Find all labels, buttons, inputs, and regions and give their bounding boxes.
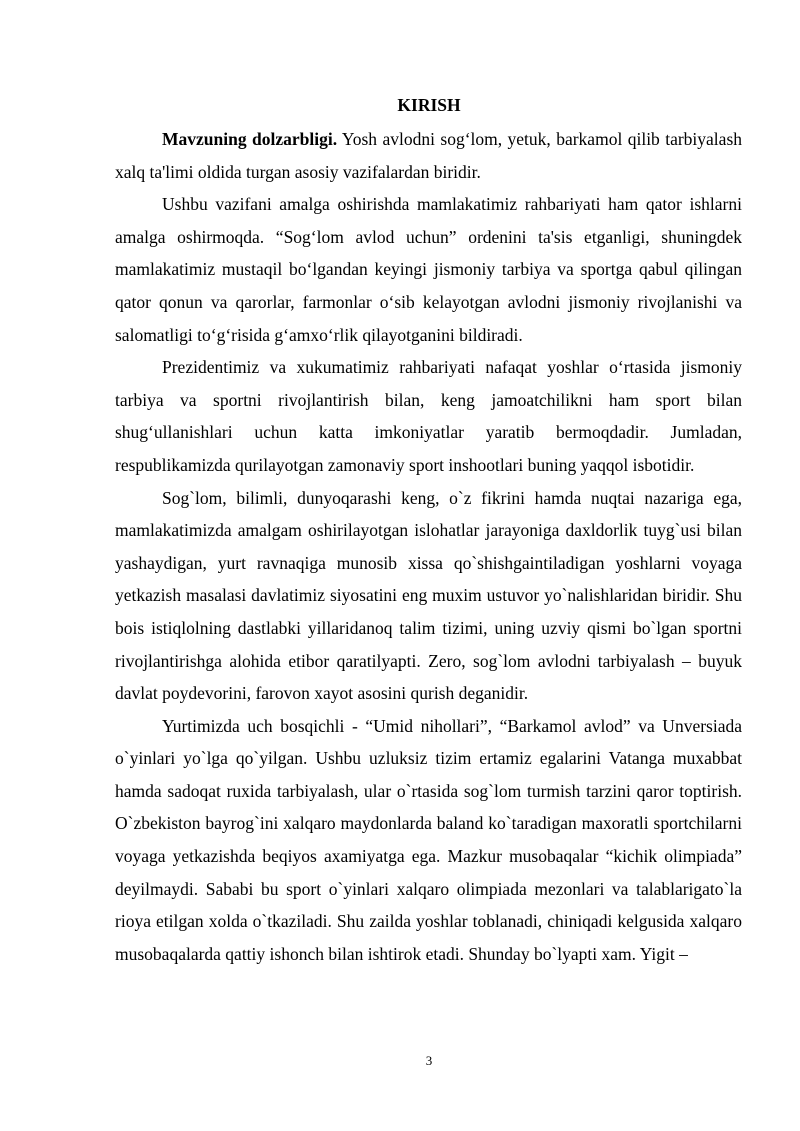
paragraph-relevance — [115, 123, 742, 188]
paragraph: Sog`lom, bilimli, dunyoqarashi keng, o`z fikrini hamda nuqtai nazariga ega, mamlakatimizda amalgam oshirilayotgan islohatlar jarayoniga daxldorlik tuyg`usi bilan yashaydigan, yurt ravnaqiga munosib xissa qo`shishgaintiladigan yoshlarni voyaga yetkazish masalasi davlatimiz siyosatini eng muxim ustuvor yo`nalishlaridan biridir. Shu bois istiqlolning dastlabki yillaridanoq talim tizimi, uning uzviy qismi bo`lgan sportni rivojlantirishga alohida etibor qaratilyapti. Zero, sog`lom avlodni tarbiyalash – buyuk davlat poydevorini, farovon xayot asosini qurish deganidir. — [115, 487, 742, 704]
paragraph: Prezidentimiz va xukumatimiz rahbariyati nafaqat yoshlar o‘rtasida jismoniy tarbiya va sportni rivojlantirish bilan, keng jamoatchilikni ham sport bilan shug‘ullanishlari uchun katta imkoniyatlar yaratib bermoqdadir. Jumladan, respublikamizda qurilayotgan zamonaviy sport inshootlari buning yaqqol isbotidir. — [115, 357, 742, 475]
page-number: 3 — [425, 1053, 433, 1068]
paragraph-text: Yosh avlodni sog‘lom, yetuk, barkamol qilib tarbiyalash xalq ta'limi oldida turgan asosiy vazifalardan biridir. — [115, 129, 742, 182]
page-title: KIRISH — [397, 95, 461, 115]
paragraph: Yurtimizda uch bosqichli - “Umid nihollari”, “Barkamol avlod” va Unversiada o`yinlari yo`lga qo`yilgan. Ushbu uzluksiz tizim ertamiz egalarini Vatanga muxabbat hamda sadoqat ruxida tarbiyalash, ular o`rtasida sog`lom turmish tarzini qaror toptirish. O`zbekiston bayrog`ini xalqaro maydonlarda baland ko`taradigan maxoratli sportchilarni voyaga yetkazishda beqiyos axamiyatga ega. Mazkur musobaqalar “kichik olimpiada” deyilmaydi. Sababi bu sport o`yinlari xalqaro olimpiada mezonlari va talablarigato`la rioya etilgan xolda o`tkaziladi. Shu zailda yoshlar toblanadi, chiniqadi kelgusida xalqaro musobaqalarda qattiy ishonch bilan ishtirok etadi. Shunday bo`lyapti xam. Yigit – — [115, 715, 742, 964]
paragraph: Ushbu vazifani amalga oshirishda mamlakatimiz rahbariyati ham qator ishlarni amalga oshirmoqda. “Sog‘lom avlod uchun” ordenini ta'sis etganligi, shuningdek mamlakatimiz mustaqil bo‘lgandan keyingi jismoniy tarbiya va sportga qabul qilingan qator qonun va qarorlar, farmonlar o‘sib kelayotgan avlodni jismoniy rivojlanishi va salomatligi to‘g‘risida g‘amxo‘rlik qilayotganini bildiradi. — [115, 194, 742, 345]
paragraph-lead-heading: Mavzuning dolzarbligi. — [162, 129, 338, 149]
document-body — [115, 123, 742, 970]
